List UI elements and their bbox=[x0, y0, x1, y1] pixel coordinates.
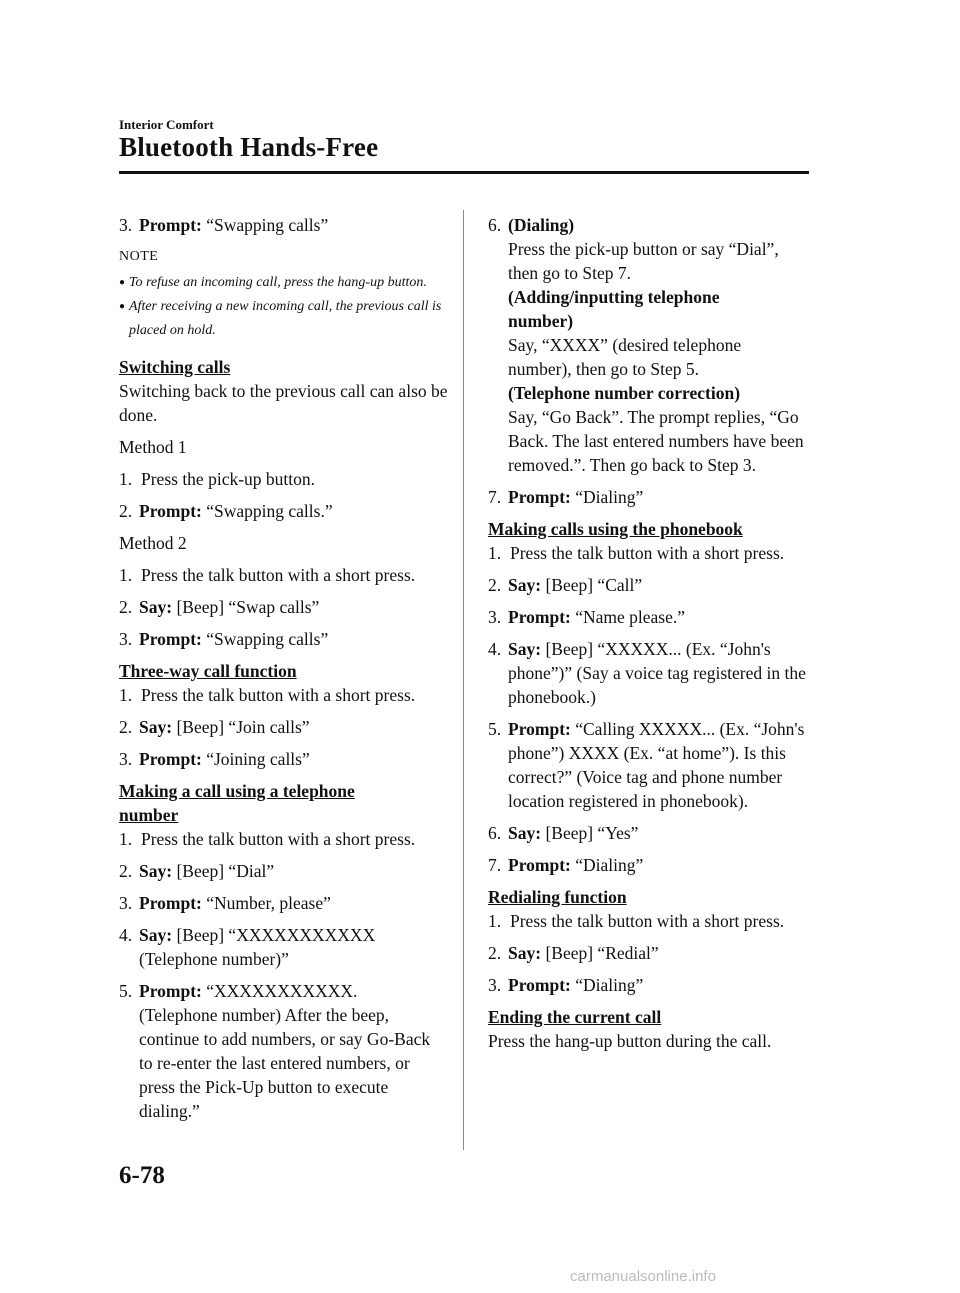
step-item bbox=[488, 717, 818, 813]
step-text: “Calling XXXXX... (Ex. “John's phone”) XXXX (Ex. “at home”). Is this correct?” (Voice tag and phone number location registered in phonebook). bbox=[508, 719, 805, 811]
step-text: “Swapping calls” bbox=[201, 215, 329, 235]
step-number: 2. bbox=[488, 575, 502, 595]
step-label: Prompt: bbox=[508, 975, 571, 995]
step-text: [Beep] “XXXXX... (Ex. “John's phone”)” (Say a voice tag registered in the phonebook.) bbox=[508, 639, 806, 707]
step-label: Prompt: bbox=[139, 215, 202, 235]
step-text: Press the talk button with a short press. bbox=[510, 911, 785, 931]
step-item bbox=[488, 605, 818, 629]
step-label: Say: bbox=[508, 823, 542, 843]
step-text: “Dialing” bbox=[570, 855, 644, 875]
step-item bbox=[119, 213, 454, 237]
step-number: 3. bbox=[488, 975, 502, 995]
subheading-ending-call: Ending the current call bbox=[488, 1007, 662, 1027]
dialing-heading: (Dialing) bbox=[508, 215, 575, 235]
subheading-redialing: Redialing function bbox=[488, 887, 627, 907]
step-label: Prompt: bbox=[139, 749, 202, 769]
step-text: “Joining calls” bbox=[201, 749, 310, 769]
step-item bbox=[488, 853, 818, 877]
step-label: Prompt: bbox=[508, 607, 571, 627]
dialing-text: Press the pick-up button or say “Dial”, then go to Step 7. bbox=[508, 239, 779, 283]
subheading-three-way-call: Three-way call function bbox=[119, 661, 297, 681]
step-item bbox=[119, 683, 454, 707]
step-text: [Beep] “XXXXXXXXXXX (Telephone number)” bbox=[139, 925, 376, 969]
step-number: 2. bbox=[119, 597, 133, 617]
subheading-telephone-number: Making a call using a telephone number bbox=[119, 781, 355, 825]
step-item bbox=[119, 827, 454, 851]
step-text: [Beep] “Redial” bbox=[541, 943, 659, 963]
step-item bbox=[488, 821, 818, 845]
step-item bbox=[119, 859, 454, 883]
step-number: 1. bbox=[119, 829, 133, 849]
note-heading: NOTE bbox=[119, 249, 159, 264]
step-item bbox=[488, 941, 818, 965]
step-item bbox=[488, 909, 818, 933]
step-text: [Beep] “Call” bbox=[541, 575, 643, 595]
step-item bbox=[119, 715, 454, 739]
subheading-switching-calls: Switching calls bbox=[119, 357, 231, 377]
step-item bbox=[119, 499, 454, 523]
paragraph: Switching back to the previous call can also be done. bbox=[119, 381, 448, 425]
step-label: Say: bbox=[508, 943, 542, 963]
step-text: “Number, please” bbox=[201, 893, 331, 913]
step-number: 3. bbox=[119, 893, 133, 913]
step-text: “Name please.” bbox=[570, 607, 686, 627]
step-number: 2. bbox=[488, 943, 502, 963]
step-number: 1. bbox=[488, 911, 502, 931]
step-number: 7. bbox=[488, 487, 502, 507]
step-number: 6. bbox=[488, 823, 502, 843]
step-text: “XXXXXXXXXXX. (Telephone number) After the beep, continue to add numbers, or say Go-Back to re-enter the last entered numbers, or press the Pick-Up button to execute dialing.” bbox=[139, 981, 431, 1121]
bullet-icon: ● bbox=[119, 277, 126, 288]
step-label: Prompt: bbox=[508, 855, 571, 875]
step-text: [Beep] “Swap calls” bbox=[172, 597, 320, 617]
step-item bbox=[119, 979, 454, 1123]
step-text: “Swapping calls.” bbox=[201, 501, 333, 521]
step-label: Say: bbox=[139, 925, 173, 945]
subheading-phonebook: Making calls using the phonebook bbox=[488, 519, 743, 539]
step-number: 1. bbox=[119, 469, 133, 489]
step-number: 3. bbox=[119, 629, 133, 649]
correction-heading: (Telephone number correction) bbox=[508, 383, 741, 403]
step-label: Say: bbox=[139, 597, 173, 617]
note-item: ● To refuse an incoming call, press the hang-up button. bbox=[119, 271, 454, 295]
step-label: Say: bbox=[139, 861, 173, 881]
title-rule bbox=[119, 171, 809, 174]
step-number: 3. bbox=[488, 607, 502, 627]
step-item bbox=[119, 627, 454, 651]
step-number: 1. bbox=[488, 543, 502, 563]
step-number: 2. bbox=[119, 861, 133, 881]
step-item bbox=[488, 973, 818, 997]
correction-text: Say, “Go Back”. The prompt replies, “Go Back. The last entered numbers have been removed.”. Then go back to Step 3. bbox=[508, 407, 804, 475]
adding-text: Say, “XXXX” (desired telephone number), then go to Step 5. bbox=[508, 335, 742, 379]
step-number: 3. bbox=[119, 749, 133, 769]
step-number: 4. bbox=[119, 925, 133, 945]
step-text: “Dialing” bbox=[570, 975, 644, 995]
note-item: ● After receiving a new incoming call, the previous call is placed on hold. bbox=[119, 295, 454, 343]
step-item bbox=[488, 637, 818, 709]
step-text: Press the talk button with a short press. bbox=[141, 565, 416, 585]
method-2-label: Method 2 bbox=[119, 533, 187, 553]
step-text: “Swapping calls” bbox=[201, 629, 329, 649]
step-number: 4. bbox=[488, 639, 502, 659]
step-number: 5. bbox=[119, 981, 133, 1001]
step-text: [Beep] “Join calls” bbox=[172, 717, 310, 737]
step-item bbox=[488, 485, 818, 509]
method-1-label: Method 1 bbox=[119, 437, 187, 457]
bullet-icon: ● bbox=[119, 301, 126, 312]
step-item bbox=[488, 541, 818, 565]
step-number: 7. bbox=[488, 855, 502, 875]
right-column bbox=[488, 213, 818, 1061]
step-item bbox=[119, 747, 454, 771]
step-item bbox=[488, 573, 818, 597]
column-divider bbox=[463, 210, 464, 1150]
left-column bbox=[119, 213, 454, 1131]
step-number: 6. bbox=[488, 215, 502, 235]
step-label: Prompt: bbox=[139, 981, 202, 1001]
step-label: Prompt: bbox=[139, 501, 202, 521]
section-label: Interior Comfort bbox=[119, 117, 214, 132]
step-number: 5. bbox=[488, 719, 502, 739]
step-item bbox=[488, 213, 818, 477]
step-item bbox=[119, 595, 454, 619]
step-text: Press the talk button with a short press. bbox=[141, 829, 416, 849]
step-text: “Dialing” bbox=[570, 487, 644, 507]
paragraph: Press the hang-up button during the call. bbox=[488, 1031, 772, 1051]
step-label: Prompt: bbox=[508, 487, 571, 507]
step-number: 3. bbox=[119, 215, 133, 235]
step-text: Press the talk button with a short press. bbox=[510, 543, 785, 563]
step-text: [Beep] “Dial” bbox=[172, 861, 275, 881]
watermark: carmanualsonline.info bbox=[570, 1268, 716, 1285]
step-text: Press the pick-up button. bbox=[141, 469, 316, 489]
step-text: [Beep] “Yes” bbox=[541, 823, 639, 843]
step-label: Prompt: bbox=[508, 719, 571, 739]
note-list bbox=[119, 271, 454, 343]
step-item bbox=[119, 467, 454, 491]
step-label: Say: bbox=[508, 575, 542, 595]
step-label: Prompt: bbox=[139, 893, 202, 913]
step-text: Press the talk button with a short press. bbox=[141, 685, 416, 705]
page-number: 6-78 bbox=[119, 1162, 165, 1189]
step-label: Say: bbox=[139, 717, 173, 737]
adding-heading: (Adding/inputting telephone number) bbox=[508, 287, 720, 331]
step-item bbox=[119, 563, 454, 587]
page-title: Bluetooth Hands-Free bbox=[119, 132, 379, 162]
step-label: Say: bbox=[508, 639, 542, 659]
step-item bbox=[119, 891, 454, 915]
step-number: 2. bbox=[119, 501, 133, 521]
step-item bbox=[119, 923, 454, 971]
step-label: Prompt: bbox=[139, 629, 202, 649]
step-number: 1. bbox=[119, 685, 133, 705]
step-number: 2. bbox=[119, 717, 133, 737]
step-number: 1. bbox=[119, 565, 133, 585]
